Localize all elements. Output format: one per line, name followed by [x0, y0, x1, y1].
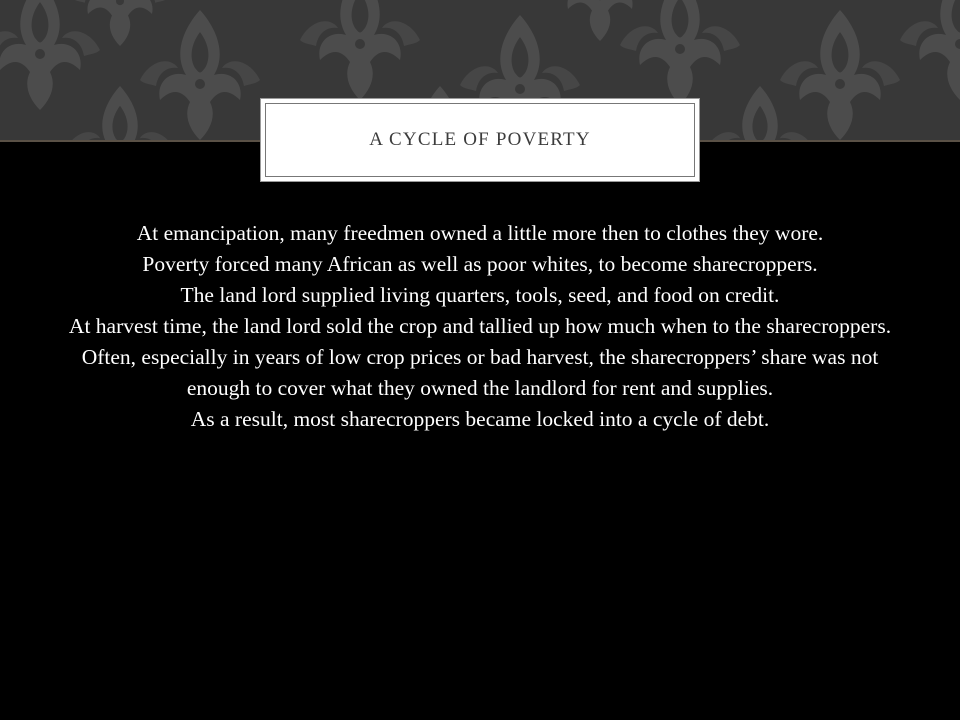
- paragraph-poverty: Poverty forced many African as well as poor whites, to become sharecroppers.: [142, 252, 818, 276]
- paragraph-cycle-of-debt: As a result, most sharecroppers became locked into a cycle of debt.: [190, 407, 770, 431]
- paragraph-low-crop-prices: Often, especially in years of low crop prices or bad harvest, the sharecroppers’ share was not enough to cover what they owned the landlord for rent and supplies.: [81, 345, 879, 400]
- body-text: [50, 218, 910, 435]
- title-box-inner-frame: [265, 103, 695, 177]
- title-box: [260, 98, 700, 182]
- slide-title: A CYCLE OF POVERTY: [369, 129, 591, 150]
- paragraph-land-lord-supplies: The land lord supplied living quarters, tools, seed, and food on credit.: [180, 283, 780, 307]
- paragraph-harvest-time: At harvest time, the land lord sold the crop and tallied up how much when to the sharecroppers.: [68, 314, 892, 338]
- paragraph-emancipation: At emancipation, many freedmen owned a little more then to clothes they wore.: [136, 221, 824, 245]
